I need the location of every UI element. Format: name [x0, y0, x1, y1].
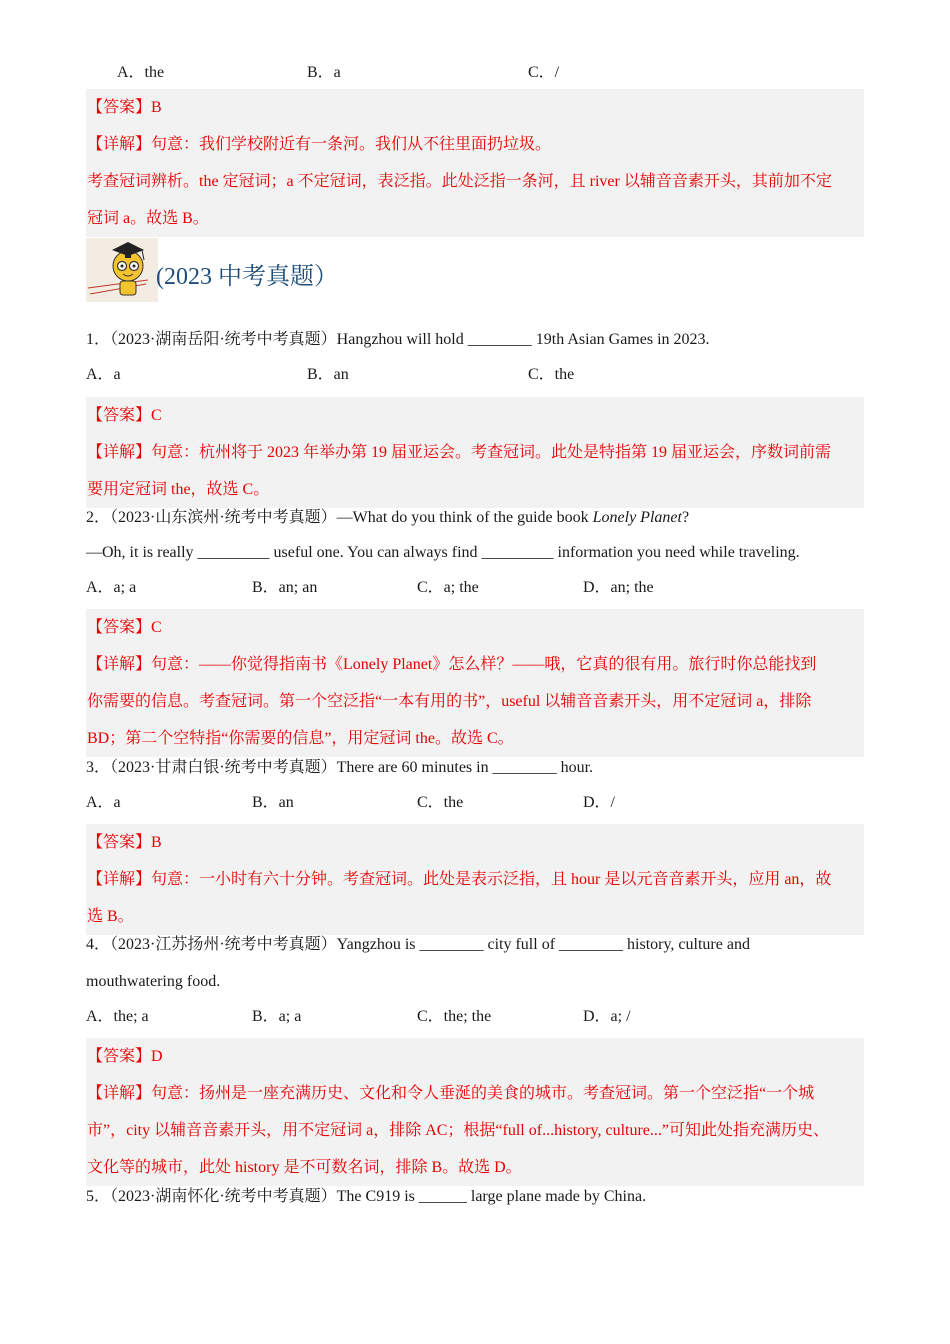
option-c: C．/: [528, 64, 560, 81]
option-a: A．a: [86, 794, 121, 811]
detail-line: BD；第二个空特指“你需要的信息”，用定冠词 the。故选 C。: [87, 730, 514, 747]
section-title: (2023 中考真题）: [156, 264, 338, 290]
detail-line: 【详解】句意：一小时有六十分钟。考查冠词。此处是表示泛指，且 hour 是以元音音素开头，应用 an，故: [87, 871, 832, 888]
q4-answer-box: [86, 1038, 864, 1186]
option-a: A．a: [86, 366, 121, 383]
option-d: D．/: [583, 794, 616, 811]
option-b: B．an: [307, 366, 349, 383]
option-c: C．the: [417, 794, 464, 811]
answer-label: 【答案】B: [87, 99, 162, 116]
q1-answer-box: [86, 397, 864, 508]
answer-label: 【答案】B: [87, 834, 162, 851]
detail-line: 要用定冠词 the，故选 C。: [87, 481, 270, 498]
option-b: B．an; an: [252, 579, 318, 596]
q3-stem: 3．（2023·甘肃白银·统考中考真题）There are 60 minutes in ________ hour.: [86, 759, 594, 776]
detail-line: 【详解】句意：扬州是一座充满历史、文化和令人垂涎的美食的城市。考查冠词。第一个空泛指“一个城: [87, 1085, 815, 1102]
q1-stem: 1．（2023·湖南岳阳·统考中考真题）Hangzhou will hold ________ 19th Asian Games in 2023.: [86, 331, 710, 348]
option-b: B．a; a: [252, 1008, 302, 1025]
option-d: D．a; /: [583, 1008, 631, 1025]
q3-answer-box: [86, 824, 864, 935]
q2-stem-text: 2．（2023·山东滨州·统考中考真题）—What do you think of the guide book: [86, 509, 593, 526]
option-c: C．the; the: [417, 1008, 492, 1025]
detail-line: 你需要的信息。考查冠词。第一个空泛指“一本有用的书”，useful 以辅音音素开头，用不定冠词 a，排除: [87, 693, 812, 710]
detail-line: 【详解】句意：——你觉得指南书《Lonely Planet》怎么样？——哦，它真的很有用。旅行时你总能找到: [87, 656, 817, 673]
q4-stem-line-2: mouthwatering food.: [86, 973, 221, 990]
q2-stem-line-2: —Oh, it is really _________ useful one. You can always find _________ information you need while traveling.: [86, 544, 800, 561]
detail-line: 冠词 a。故选 B。: [87, 210, 209, 227]
q1-options-row: [86, 356, 876, 393]
detail-line: 【详解】句意：杭州将于 2023 年举办第 19 届亚运会。考查冠词。此处是特指第 19 届亚运会，序数词前需: [87, 444, 832, 461]
q4-options-row: [86, 998, 876, 1035]
top-options-row: [86, 54, 876, 91]
answer-label: 【答案】D: [87, 1048, 163, 1065]
scholar-mascot-icon: [86, 238, 158, 302]
option-b: B．a: [307, 64, 341, 81]
q4-stem: 4．（2023·江苏扬州·统考中考真题）Yangzhou is ________ city full of ________ history, culture and: [86, 936, 750, 953]
option-c: C．the: [528, 366, 575, 383]
q5-stem: 5．（2023·湖南怀化·统考中考真题）The C919 is ______ large plane made by China.: [86, 1188, 647, 1205]
q3-options-row: [86, 784, 876, 821]
option-a: A．the; a: [86, 1008, 149, 1025]
section-heading: [86, 238, 486, 302]
detail-line: 选 B。: [87, 908, 134, 925]
option-d: D．an; the: [583, 579, 654, 596]
detail-line: 【详解】句意：我们学校附近有一条河。我们从不往里面扔垃圾。: [87, 136, 552, 153]
detail-line: 文化等的城市，此处 history 是不可数名词，排除 B。故选 D。: [87, 1159, 522, 1176]
detail-line: 市”，city 以辅音音素开头，用不定冠词 a，排除 AC；根据“full of...history, culture...”可知此处指充满历史、: [87, 1122, 830, 1139]
q2-stem: [86, 499, 876, 536]
answer-label: 【答案】C: [87, 619, 162, 636]
option-a: A．a; a: [86, 579, 137, 596]
answer-label: 【答案】C: [87, 407, 162, 424]
option-a: A．the: [117, 64, 165, 81]
q2-stem-end: ?: [681, 509, 690, 526]
option-b: B．an: [252, 794, 294, 811]
q2-options-row: [86, 569, 876, 606]
detail-line: 考查冠词辨析。the 定冠词；a 不定冠词，表泛指。此处泛指一条河，且 river 以辅音音素开头，其前加不定: [87, 173, 832, 190]
book-title: Lonely Planet: [592, 509, 682, 526]
q2-answer-box: [86, 609, 864, 757]
top-answer-box: [86, 89, 864, 237]
option-c: C．a; the: [417, 579, 479, 596]
